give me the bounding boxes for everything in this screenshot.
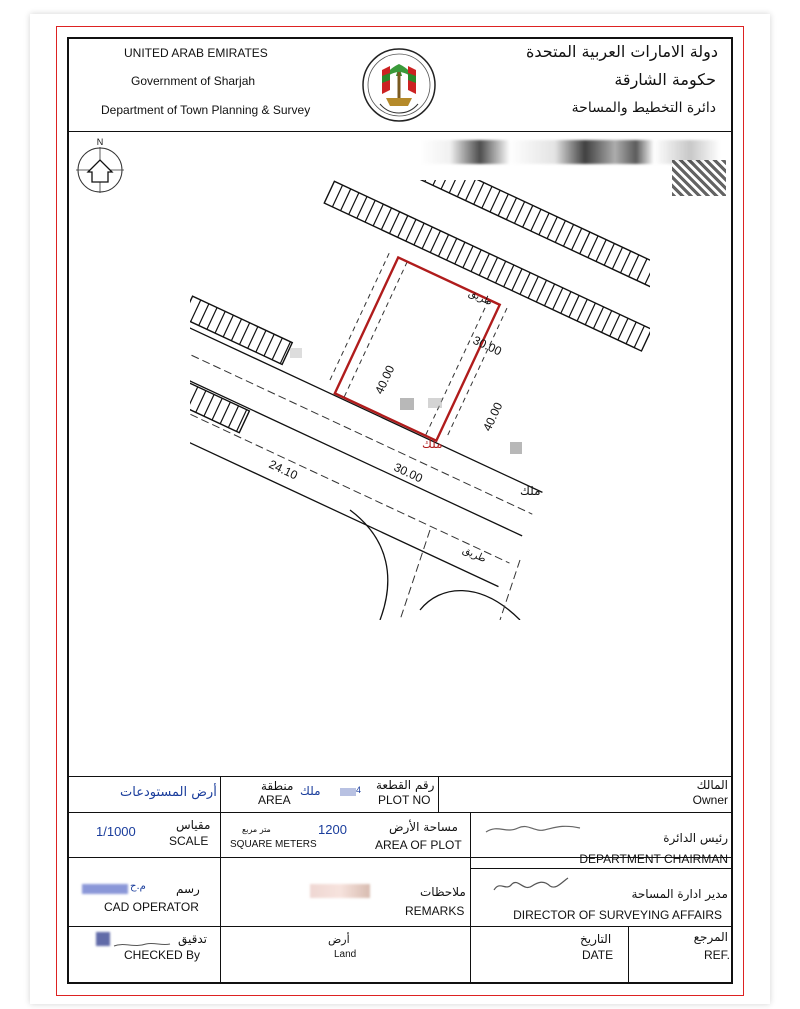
parking-stall-line (604, 243, 614, 265)
parking-stall-line (520, 273, 530, 295)
parking-stall-line (441, 180, 451, 189)
date-en: DATE (582, 948, 614, 962)
parking-stall-line (406, 219, 416, 241)
parking-stall-line (191, 300, 201, 322)
parking-stall-line (528, 276, 538, 298)
parking-stall-line (621, 251, 631, 273)
director-signature (492, 874, 572, 896)
road-label-top: طريق (466, 287, 494, 309)
area-en: AREA (258, 793, 291, 807)
col-left-divider (220, 776, 221, 984)
parking-row-upper-2 (324, 181, 650, 351)
parking-stall-line (373, 204, 383, 226)
sq-m-en: SQUARE METERS (230, 839, 317, 850)
parking-stall-line (561, 292, 571, 314)
parking-stall-line (248, 327, 258, 349)
parking-stall-line (626, 322, 636, 344)
director-ar: مدير ادارة المساحة (631, 887, 728, 901)
parking-stall-line (349, 193, 359, 215)
parking-stall-line (531, 209, 541, 231)
parking-stall-line (602, 311, 612, 333)
dim-left: 40.00 (372, 363, 398, 397)
parking-stall-line (580, 232, 590, 254)
ref-date-divider (628, 926, 629, 984)
remarks-ar: ملاحظات (420, 885, 466, 899)
dim-right: 40.00 (480, 400, 506, 434)
checked-redaction (96, 932, 110, 946)
parking-stall-line (490, 190, 500, 212)
area-of-plot-en: AREA OF PLOT (375, 838, 462, 852)
parking-stall-line (496, 261, 506, 283)
col-right-divider (470, 812, 471, 984)
parking-stall-line (256, 330, 266, 352)
parking-row-upper-1 (360, 180, 650, 295)
parking-stall-line (190, 387, 198, 409)
scale-ar: مقياس (176, 818, 211, 832)
area-ar: منطقة (261, 779, 294, 793)
chairman-ar: رئيس الدائرة (663, 831, 728, 845)
parking-stall-line (430, 231, 440, 253)
parking-stall-line (514, 202, 524, 224)
parking-stall-line (618, 318, 628, 340)
parking-stall-line (572, 228, 582, 250)
parking-stall-line (447, 238, 457, 260)
land-ar: أرض (328, 933, 350, 946)
plot-no-en: PLOT NO (378, 793, 431, 807)
parking-stall-line (204, 394, 214, 416)
parking-stall-line (471, 250, 481, 272)
land-en: Land (334, 949, 357, 960)
parking-stall-line (563, 224, 573, 246)
area-of-plot-ar: مساحة الأرض (389, 820, 458, 834)
parking-stall-line (207, 308, 217, 330)
parking-stall-line (463, 246, 473, 268)
parking-stall-line (466, 180, 476, 201)
parking-stall-line (536, 280, 546, 302)
area-of-plot-value: 1200 (318, 822, 347, 837)
parking-stall-line (569, 295, 579, 317)
parking-stall-line (357, 197, 367, 219)
parking-stall-line (610, 314, 620, 336)
checked-en: CHECKED By (124, 948, 201, 962)
date-ar: التاريخ (580, 932, 612, 946)
remarks-redaction (310, 884, 370, 898)
table-top-line (67, 776, 733, 777)
parking-stall-line (433, 180, 443, 185)
owner-en: Owner (692, 793, 728, 807)
site-plan (190, 180, 650, 620)
row1-line (67, 812, 733, 813)
parking-stall-line (547, 217, 557, 239)
header-divider (67, 131, 733, 132)
checked-signature (112, 940, 172, 950)
parking-stall-line (228, 406, 238, 428)
parking-stall-line (474, 183, 484, 205)
parking-stall-line (240, 323, 250, 345)
country-en: UNITED ARAB EMIRATES (124, 46, 268, 60)
parking-stall-line (414, 223, 424, 245)
neighbor-label: ملك (520, 484, 541, 498)
col-owner-divider (438, 776, 439, 812)
parking-stall-line (231, 319, 241, 341)
department-ar: دائرة التخطيط والمساحة (571, 100, 716, 116)
checked-ar: تدقيق (178, 932, 208, 946)
parking-stall-line (596, 240, 606, 262)
government-ar: حكومة الشارقة (614, 70, 716, 89)
parking-stall-line (398, 216, 408, 238)
scale-value: 1/1000 (96, 824, 136, 839)
parking-stall-line (457, 180, 467, 197)
parking-stall-line (196, 391, 206, 413)
remarks-en: REMARKS (405, 904, 465, 918)
plot-no-ar: رقم القطعة (376, 778, 435, 792)
plot-no-redaction (340, 788, 356, 796)
parking-stall-line (577, 299, 587, 321)
parking-stall-line (381, 208, 391, 230)
department-en: Department of Town Planning & Survey (101, 103, 311, 117)
parking-stall-line (593, 307, 603, 329)
parking-stall-line (487, 257, 497, 279)
parking-stall-line (479, 254, 489, 276)
parking-stall-line (629, 255, 639, 277)
plot-label: ملك (422, 437, 443, 451)
parking-stall-line (438, 235, 448, 257)
owner-ar: المالك (696, 778, 728, 792)
dim-road: 24.10 (266, 457, 300, 483)
parking-stall-line (390, 212, 400, 234)
parking-stall-line (272, 338, 282, 360)
parking-stall-line (523, 205, 533, 227)
parking-stall-line (449, 180, 459, 193)
parking-stall-line (223, 315, 233, 337)
parking-stall-line (422, 227, 432, 249)
parking-stall-line (220, 402, 230, 424)
area-value: ملك (300, 784, 321, 798)
emblem-icon (360, 46, 438, 124)
parking-stall-line (504, 265, 514, 287)
row2b-line (470, 868, 733, 869)
parking-stall-line (212, 398, 222, 420)
parking-stall-line (425, 180, 435, 182)
svg-text:N: N (96, 137, 104, 147)
area-name: أرض المستودعات (120, 785, 217, 800)
parking-stall-line (645, 262, 650, 284)
parking-stall-line (544, 284, 554, 306)
redacted-qr-code (672, 160, 726, 196)
dim-top: 30.00 (470, 333, 504, 359)
road-label-bottom: طريق (460, 544, 488, 566)
parking-stall-line (482, 186, 492, 208)
plot-no-value: 4 (356, 785, 362, 795)
sq-m-ar: متر مربع (242, 825, 271, 834)
scale-en: SCALE (169, 834, 209, 848)
dim-bottom: 30.00 (391, 460, 425, 486)
plot-outline (335, 257, 500, 440)
parking-stall-line (264, 334, 274, 356)
parking-stall-line (512, 269, 522, 291)
cad-value: م.ح (130, 881, 146, 892)
chairman-signature (484, 820, 584, 838)
parking-stall-line (215, 311, 225, 333)
parking-stall-line (612, 247, 622, 269)
director-en: DIRECTOR OF SURVEYING AFFAIRS (513, 908, 722, 922)
parking-stall-line (555, 221, 565, 243)
parking-stall-line (588, 236, 598, 258)
cad-ar: رسم (176, 882, 200, 896)
parking-stall-line (280, 342, 290, 364)
government-en: Government of Sharjah (131, 74, 256, 88)
parking-stall-line (455, 242, 465, 264)
parking-stall-line (506, 198, 516, 220)
ref-ar: المرجع (693, 930, 728, 944)
north-arrow-icon (72, 136, 128, 196)
cad-en: CAD OPERATOR (104, 900, 199, 914)
parking-stall-line (637, 259, 647, 281)
parking-stall-line (539, 213, 549, 235)
row3-line (67, 926, 733, 927)
country-ar: دولة الامارات العربية المتحدة (525, 42, 718, 61)
cad-redaction (82, 884, 128, 894)
parking-stall-line (498, 194, 508, 216)
parking-stall-line (341, 189, 351, 211)
parking-stall-line (199, 304, 209, 326)
ref-en: REF. (703, 948, 730, 962)
parking-stall-line (553, 288, 563, 310)
parking-stall-line (634, 326, 644, 348)
parking-stall-line (585, 303, 595, 325)
chairman-en: DEPARTMENT CHAIRMAN (579, 852, 728, 866)
parking-stall-line (332, 185, 342, 207)
parking-stall-line (365, 200, 375, 222)
